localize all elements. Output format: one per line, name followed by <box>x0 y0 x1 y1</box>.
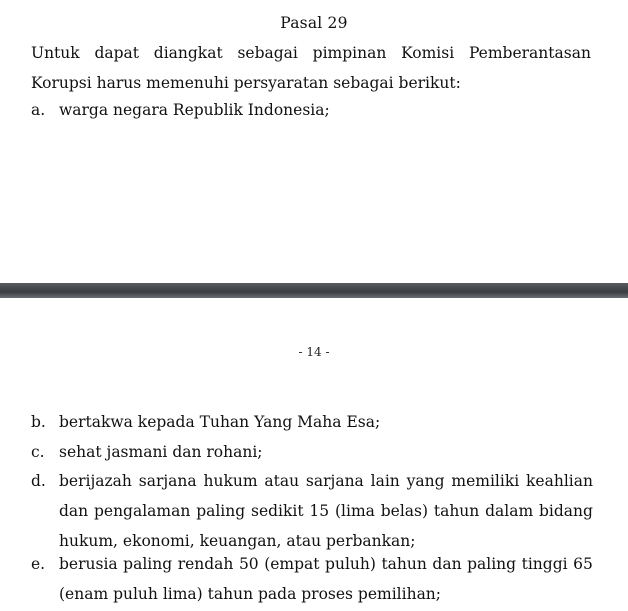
document-page-lower <box>0 298 628 611</box>
word: tahun <box>433 502 480 520</box>
list-item-d-line-3: hukum, ekonomi, keuangan, atau perbankan; <box>59 532 416 550</box>
word: 50 <box>238 555 259 573</box>
word: memiliki <box>451 472 520 490</box>
intro-paragraph-line-2: Korupsi harus memenuhi persyaratan sebagai berikut: <box>31 74 461 92</box>
list-item-e <box>59 549 593 609</box>
list-item-d <box>59 466 593 556</box>
list-item-d-line-1 <box>59 466 593 496</box>
list-item-b <box>31 407 593 437</box>
word: berijazah <box>59 472 132 490</box>
word: yang <box>406 472 445 490</box>
intro-paragraph-line-1 <box>31 38 591 68</box>
list-item-c <box>31 437 593 467</box>
word: (empat <box>264 555 320 573</box>
word: paling <box>467 555 517 573</box>
list-item-letter: a. <box>31 101 46 119</box>
word: atau <box>264 472 300 490</box>
word: pengalaman <box>93 502 191 520</box>
word: bidang <box>538 502 593 520</box>
word: rendah <box>177 555 234 573</box>
list-item-d-line-2 <box>59 496 593 526</box>
intro-word: sebagai <box>237 44 298 62</box>
word: dan <box>432 555 462 573</box>
word: paling <box>123 555 173 573</box>
word: dalam <box>485 502 534 520</box>
word: paling <box>196 502 246 520</box>
word: 65 <box>573 555 593 573</box>
word: dan <box>59 502 89 520</box>
word: lain <box>370 472 400 490</box>
intro-word: diangkat <box>153 44 223 62</box>
list-item-letter: e. <box>31 555 46 573</box>
word: hukum <box>203 472 258 490</box>
list-item-text: bertakwa kepada Tuhan Yang Maha Esa; <box>59 413 381 431</box>
list-item-text: sehat jasmani dan rohani; <box>59 443 263 461</box>
word: sedikit <box>251 502 304 520</box>
word: sarjana <box>138 472 197 490</box>
word: tinggi <box>521 555 568 573</box>
page-number: - 14 - <box>298 345 330 359</box>
intro-word: dapat <box>94 44 139 62</box>
word: 15 <box>309 502 330 520</box>
document-page-upper <box>0 0 628 283</box>
word: berusia <box>59 555 118 573</box>
list-item-e-line-2: (enam puluh lima) tahun pada proses pemilihan; <box>59 585 442 603</box>
word: keahlian <box>526 472 593 490</box>
list-item-a <box>31 95 593 125</box>
intro-word: Untuk <box>31 44 80 62</box>
list-item-e-line-1 <box>59 549 593 579</box>
intro-word: Komisi <box>401 44 455 62</box>
page-break-divider <box>0 283 628 298</box>
word: sarjana <box>305 472 364 490</box>
word: puluh) <box>325 555 376 573</box>
article-title: Pasal 29 <box>280 14 348 32</box>
list-item-text: warga negara Republik Indonesia; <box>59 101 330 119</box>
intro-word: Pemberantasan <box>468 44 591 62</box>
intro-word: pimpinan <box>312 44 387 62</box>
list-item-letter: b. <box>31 413 46 431</box>
word: belas) <box>380 502 429 520</box>
word: tahun <box>381 555 427 573</box>
list-item-letter: c. <box>31 443 45 461</box>
list-item-letter: d. <box>31 472 46 490</box>
word: (lima <box>334 502 375 520</box>
